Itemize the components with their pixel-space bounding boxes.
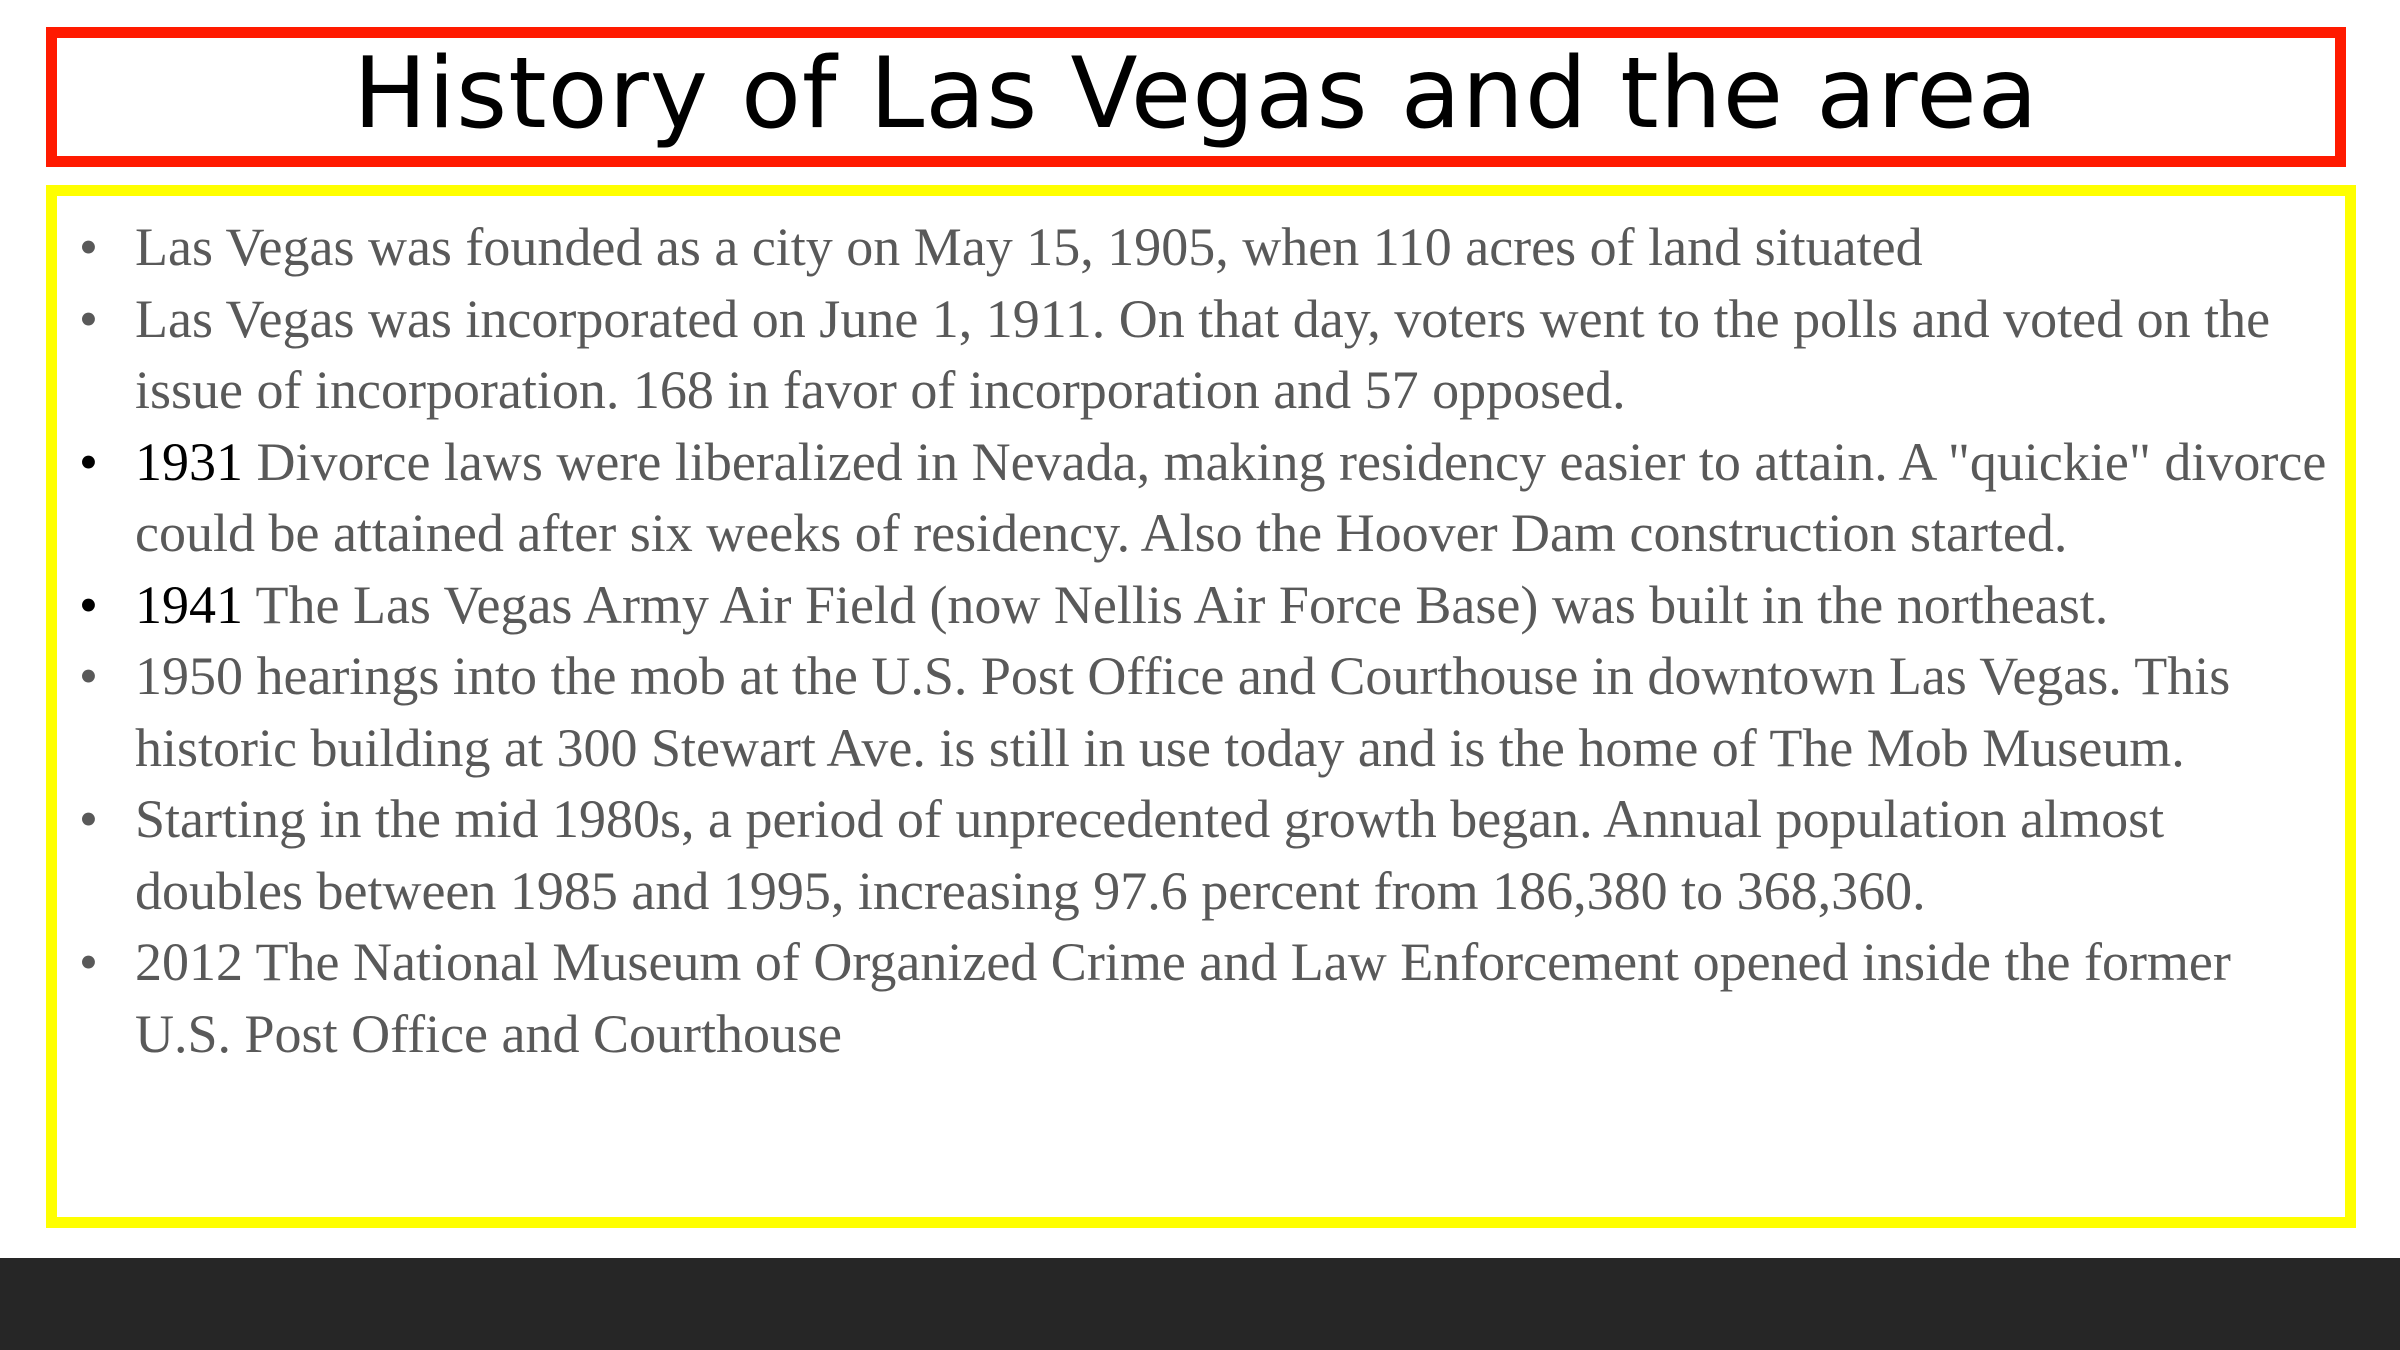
bullet-item — [57, 641, 2345, 784]
bullet-dot-icon: • — [79, 431, 98, 492]
bullet-year: 1931 — [135, 431, 243, 492]
bullet-text: 2012 The National Museum of Organized Crime and Law Enforcement opened inside the former U.S. Post Office and Courthouse — [135, 932, 2231, 1064]
bullet-text: The Las Vegas Army Air Field (now Nellis Air Force Base) was built in the northeast. — [243, 574, 2109, 635]
slide-title: History of Las Vegas and the area — [353, 37, 2039, 151]
bullet-item — [57, 570, 2345, 642]
bullet-text: 1950 hearings into the mob at the U.S. Post Office and Courthouse in downtown Las Vegas. This historic building at 300 Stewart Ave. is still in use today and is the home of The Mob Museum. — [135, 646, 2231, 778]
bullet-item — [57, 212, 2345, 284]
footer-bar — [0, 1258, 2400, 1350]
bullet-item — [57, 427, 2345, 570]
bullet-dot-icon: • — [79, 932, 98, 992]
bullet-dot-icon: • — [79, 574, 98, 635]
title-box — [46, 27, 2346, 167]
bullet-year: 1941 — [135, 574, 243, 635]
bullet-dot-icon: • — [79, 288, 98, 349]
bullet-list — [57, 212, 2345, 1070]
bullet-dot-icon: • — [79, 217, 98, 277]
bullet-text: Divorce laws were liberalized in Nevada, making residency easier to attain. A "quickie" divorce could be attained after six weeks of residency. Also the Hoover Dam construction started. — [135, 431, 2327, 563]
bullet-item — [57, 927, 2345, 1070]
content-box — [46, 185, 2356, 1228]
bullet-dot-icon: • — [79, 789, 98, 849]
bullet-item — [57, 284, 2345, 427]
bullet-text: Starting in the mid 1980s, a period of unprecedented growth began. Annual population almost doubles between 1985 and 1995, increasing 97.6 percent from 186,380 to 368,360. — [135, 789, 2165, 921]
bullet-text: Las Vegas was founded as a city on May 15, 1905, when 110 acres of land situated — [135, 217, 1923, 277]
bullet-item — [57, 784, 2345, 927]
bullet-text: Las Vegas was incorporated on June 1, 1911. On that day, voters went to the polls and voted on the issue of incorporation. 168 in favor of incorporation and 57 opposed. — [135, 288, 2271, 420]
bullet-dot-icon: • — [79, 646, 98, 706]
